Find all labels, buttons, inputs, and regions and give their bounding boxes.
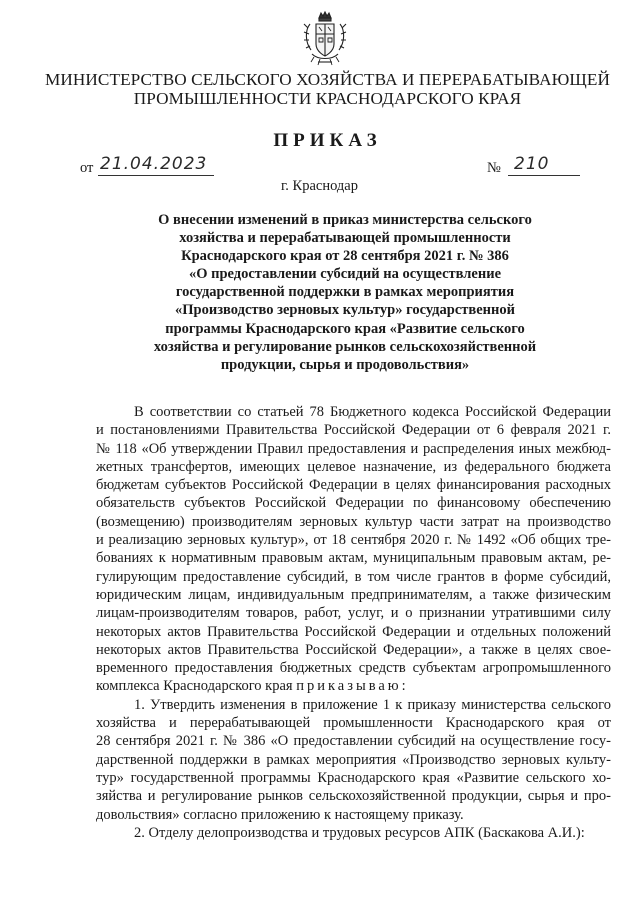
order-body	[96, 403, 611, 842]
number-label: №	[487, 160, 501, 176]
body-line: № 118 «Об утверждении Правил предоставления и распределения иных межбюд-	[96, 440, 611, 457]
body-line: некоторых актов Правительства Российской Федерации», а также в целях свое-	[96, 641, 611, 658]
document-type-title: ПРИКАЗ	[273, 130, 382, 151]
city: г. Краснодар	[280, 178, 358, 194]
body-line	[96, 677, 611, 695]
ministry-name-line: МИНИСТЕРСТВО СЕЛЬСКОГО ХОЗЯЙСТВА И ПЕРЕРАБАТЫВАЮЩЕЙ	[45, 70, 610, 89]
order-number: 210	[508, 153, 580, 176]
body-line: лицам-производителям товаров, работ, услуг, и о признании утратившими силу	[96, 605, 611, 622]
order-keyword: приказываю:	[296, 678, 409, 695]
body-line: юридическим лицам, индивидуальным предпринимателям, а также физическим	[96, 586, 611, 603]
body-line: довольствия» согласно приложению к настоящему приказу.	[96, 806, 464, 823]
body-line: (возмещению) производителям зерновых культур части затрат на производство	[96, 513, 611, 530]
body-line: и постановлениями Правительства Российской Федерации от 6 февраля 2021 г.	[96, 422, 611, 439]
ministry-name-line: ПРОМЫШЛЕННОСТИ КРАСНОДАРСКОГО КРАЯ	[133, 89, 522, 108]
body-line: 1. Утвердить изменения в приложение 1 к приказу министерства сельского	[134, 696, 611, 713]
body-line: жетных трансфертов, имеющих целевое назначение, из федерального бюджета	[96, 458, 611, 475]
subject-line: хозяйства и регулирование рынков сельскохозяйственной	[153, 338, 537, 355]
body-line: хозяйства и перерабатывающей промышленности Краснодарского края от	[96, 715, 611, 732]
subject-line: хозяйства и перерабатывающей промышленности	[179, 230, 511, 247]
subject-line: Краснодарского края от 28 сентября 2021 г. № 386	[181, 248, 509, 265]
subject-line: продукции, сырья и продовольствия»	[220, 356, 470, 373]
order-subject	[120, 211, 570, 374]
subject-line: «Производство зерновых культур» государственной	[175, 302, 515, 319]
body-line: зяйства и регулирование рынков сельскохозяйственной продукции, сырья и про-	[96, 788, 611, 805]
body-line: В соответствии со статьей 78 Бюджетного кодекса Российской Федерации	[134, 404, 611, 420]
body-line: обязательств субъектов Российской Федерации по финансовому обеспечению	[96, 495, 611, 512]
body-line: и реализацию зерновых культур», от 18 сентября 2020 г. № 1492 «Об общих тре-	[96, 532, 611, 549]
body-line: некоторых актов Правительства Российской Федерации и отдельных положений	[96, 623, 611, 640]
order-date: 21.04.2023	[98, 153, 214, 176]
body-line: дарственной поддержки в рамках мероприятия «Производство зерновых культу-	[96, 751, 611, 768]
body-line: 28 сентября 2021 г. № 386 «О предоставлении субсидий на осуществление госу-	[96, 733, 611, 750]
date-label: от	[80, 160, 94, 176]
body-line: временного предоставления бюджетных средств субъектам агропромышленного	[96, 660, 611, 677]
body-line: тур» государственной программы Краснодарского края «Развитие сельского хо-	[96, 769, 611, 786]
subject-line: программы Краснодарского края «Развитие сельского	[165, 320, 525, 337]
body-line-text: комплекса Краснодарского края	[96, 678, 293, 695]
body-line: бюджетам субъектов Российской Федерации в целях финансирования расходных	[96, 477, 611, 494]
subject-line: «О предоставлении субсидий на осуществление	[188, 266, 502, 283]
coat-of-arms-icon	[302, 10, 348, 68]
ministry-name	[40, 70, 615, 108]
subject-line: государственной поддержки в рамках мероприятия	[175, 284, 515, 301]
body-line: гулирующим предоставление субсидий, в том числе грантов в форме субсидий,	[96, 568, 611, 585]
body-line: бованиях к нормативным правовым актам, муниципальным правовым актам, ре-	[96, 550, 611, 567]
subject-line: О внесении изменений в приказ министерства сельского	[158, 212, 532, 228]
body-line: 2. Отделу делопроизводства и трудовых ресурсов АПК (Баскакова А.И.):	[134, 824, 585, 841]
